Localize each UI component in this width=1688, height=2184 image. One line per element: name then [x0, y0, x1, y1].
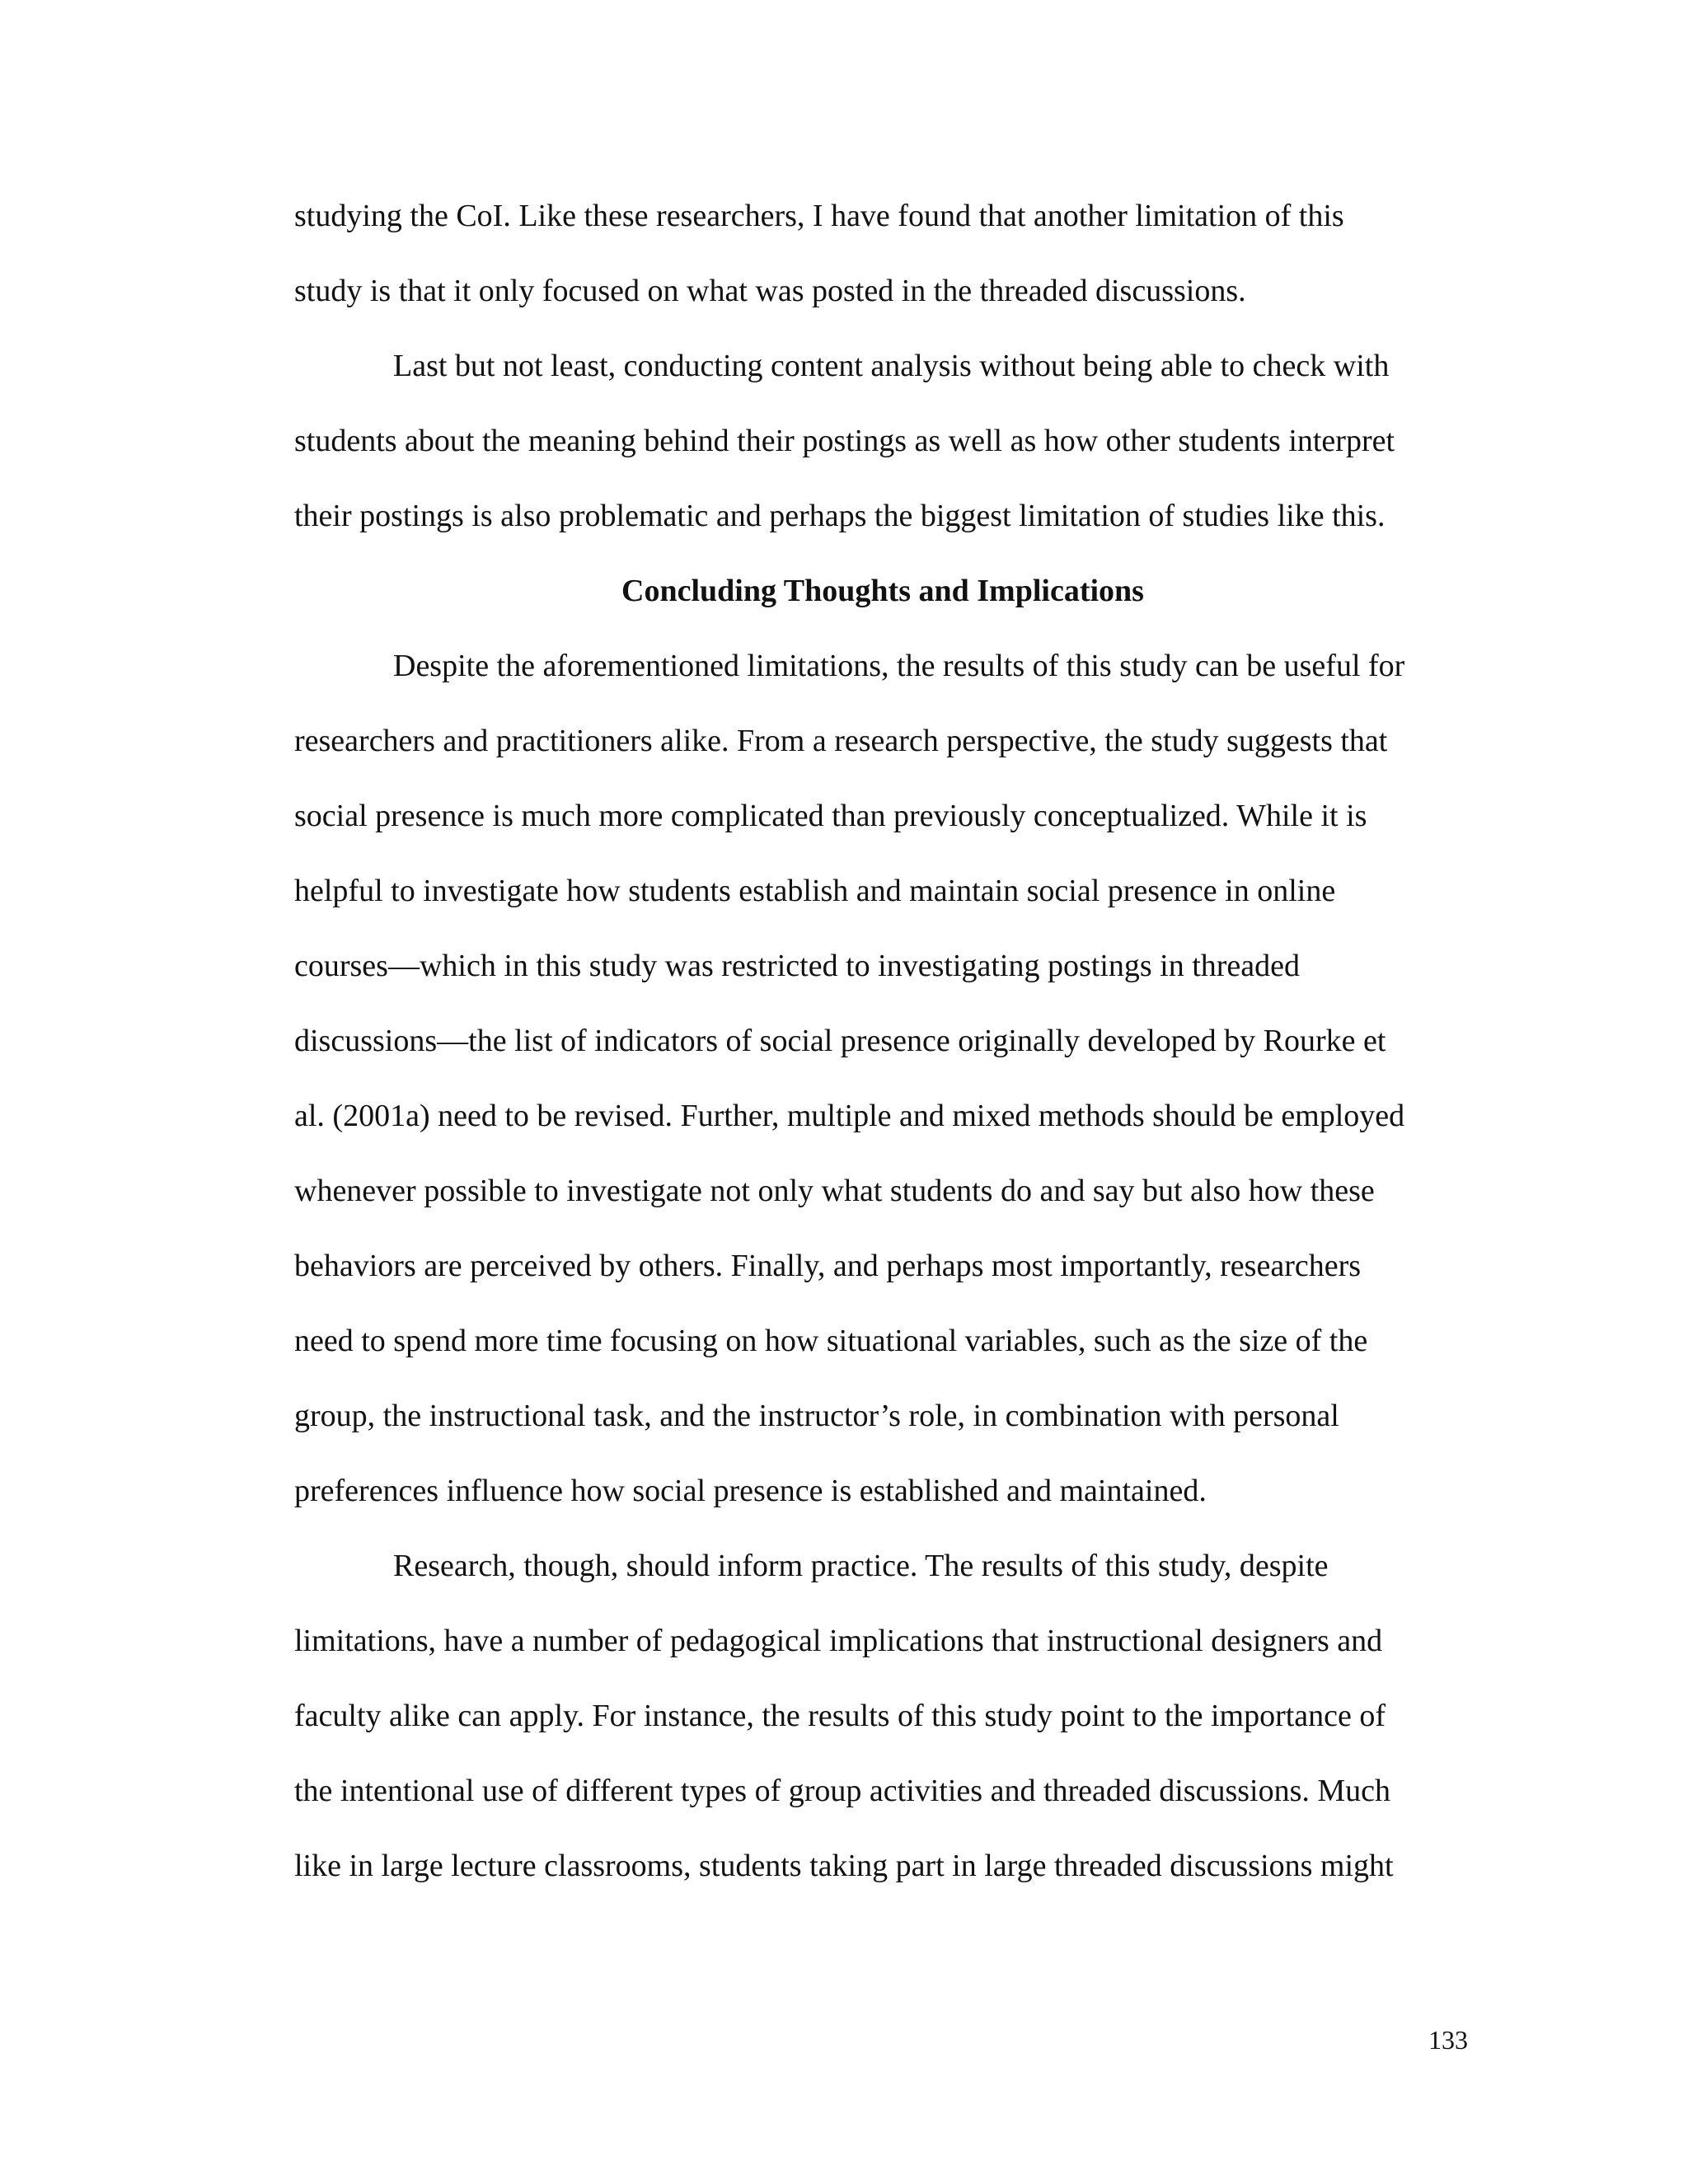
body-text-line: group, the instructional task, and the instructor’s role, in combination with personal: [294, 1399, 1339, 1433]
paragraph-first-line: Research, though, should inform practice. The results of this study, despite: [393, 1549, 1329, 1583]
paragraph-first-line: Despite the aforementioned limitations, the results of this study can be useful for: [393, 649, 1405, 683]
body-text-line: studying the CoI. Like these researchers, I have found that another limitation of this: [294, 199, 1344, 233]
body-text-line: faculty alike can apply. For instance, the results of this study point to the importance of: [294, 1699, 1386, 1733]
body-text-line: study is that it only focused on what was posted in the threaded discussions.: [294, 274, 1246, 308]
body-text-line: helpful to investigate how students establish and maintain social presence in online: [294, 874, 1336, 908]
body-text-line: whenever possible to investigate not only what students do and say but also how these: [294, 1174, 1375, 1208]
body-text-line: need to spend more time focusing on how situational variables, such as the size of the: [294, 1324, 1368, 1358]
body-text-line: behaviors are perceived by others. Finally, and perhaps most importantly, researchers: [294, 1249, 1362, 1283]
body-text-line: al. (2001a) need to be revised. Further, multiple and mixed methods should be employed: [294, 1099, 1405, 1133]
paragraph-first-line: Last but not least, conducting content analysis without being able to check with: [393, 349, 1390, 383]
body-text-line: discussions—the list of indicators of social presence originally developed by Rourke et: [294, 1024, 1386, 1058]
body-text-line: the intentional use of different types of group activities and threaded discussions. Much: [294, 1774, 1391, 1808]
body-text-line: like in large lecture classrooms, students taking part in large threaded discussions might: [294, 1849, 1394, 1883]
body-text-line: preferences influence how social presence is established and maintained.: [294, 1474, 1207, 1508]
body-text-line: students about the meaning behind their postings as well as how other students interpret: [294, 424, 1395, 458]
body-text-line: their postings is also problematic and perhaps the biggest limitation of studies like this.: [294, 499, 1386, 533]
body-text-line: social presence is much more complicated than previously conceptualized. While it is: [294, 799, 1367, 833]
section-heading: Concluding Thoughts and Implications: [621, 574, 1144, 608]
page-number: 133: [1428, 2025, 1468, 2055]
body-text-line: limitations, have a number of pedagogical implications that instructional designers and: [294, 1624, 1383, 1658]
body-text-line: courses—which in this study was restricted to investigating postings in threaded: [294, 949, 1301, 983]
body-text-line: researchers and practitioners alike. From a research perspective, the study suggests that: [294, 724, 1388, 758]
